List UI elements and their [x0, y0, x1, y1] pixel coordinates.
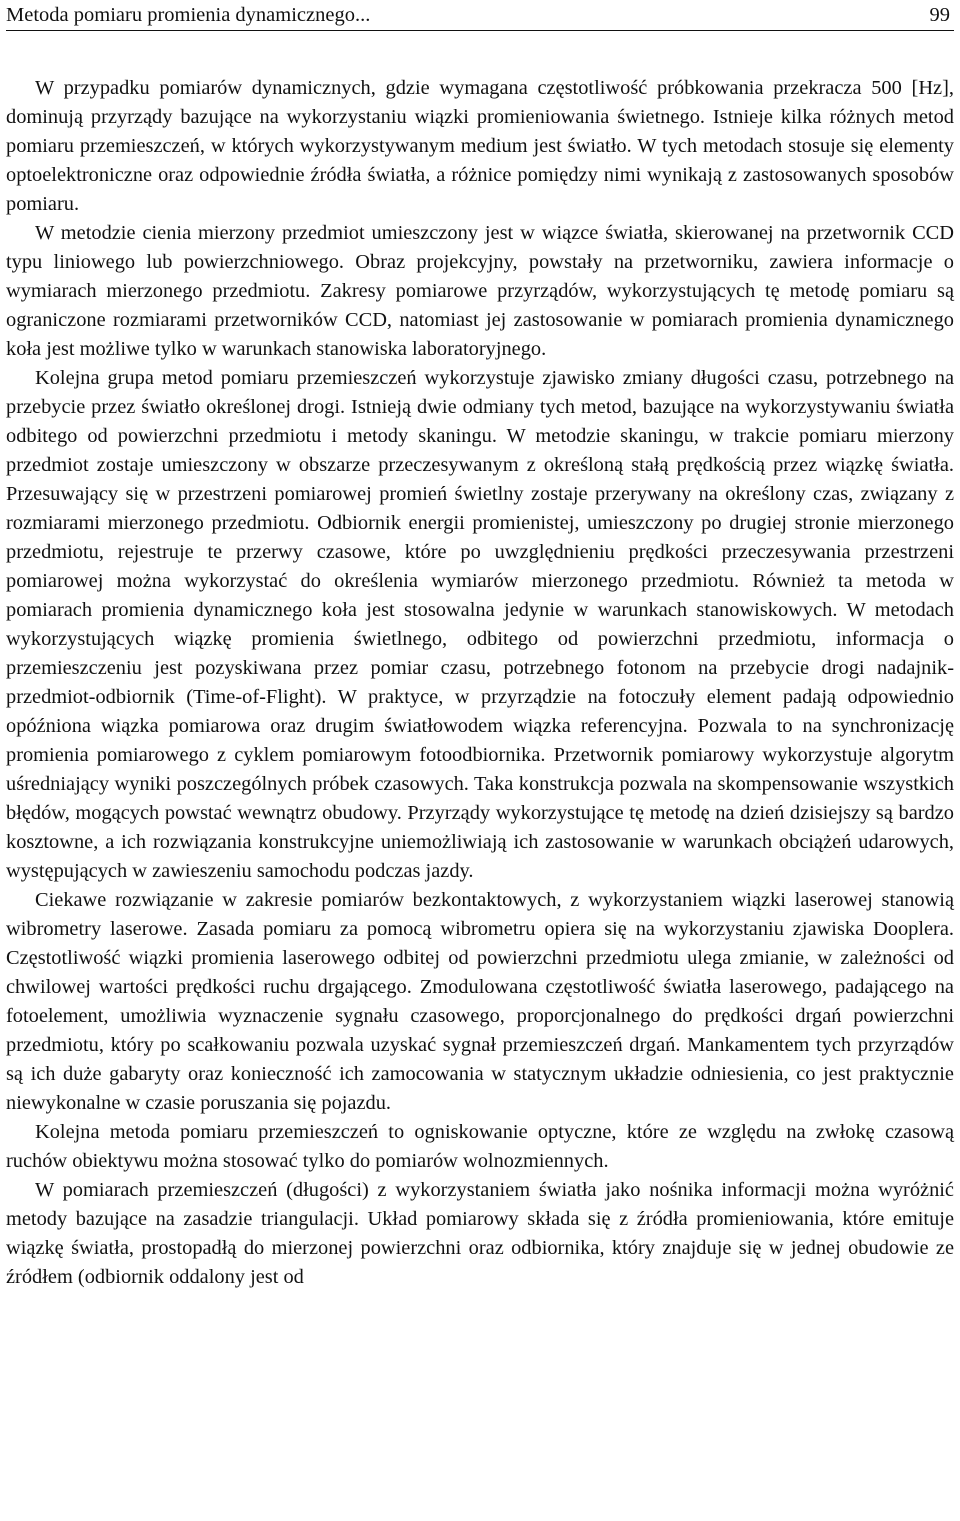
paragraph: W metodzie cienia mierzony przedmiot umieszczony jest w wiązce światła, skierowanej na przetwornik CCD typu liniowego lub powierzchniowego. Obraz projekcyjny, powstały na przetworniku, zawiera informacje o wymiarach mierzonego przedmiotu. Zakresy pomiarowe przyrządów, wykorzystujących tę metodę pomiaru są ograniczone rozmiarami przetworników CCD, natomiast jej zastosowanie w pomiarach promienia dynamicznego koła jest możliwe tylko w warunkach stanowiska laboratoryjnego.: [6, 222, 954, 360]
paragraph: W przypadku pomiarów dynamicznych, gdzie wymagana częstotliwość próbkowania przekracza 500 [Hz], dominują przyrządy bazujące na wykorzystaniu wiązki promieniowania świetnego. Istnieje kilka różnych metod pomiaru przemieszczeń, w których wykorzystywanym medium jest światło. W tych metodach stosuje się elementy optoelektroniczne oraz odpowiednie źródła światła, a różnice pomiędzy nimi wynikają z zastosowanych sposobów pomiaru.: [6, 77, 954, 215]
running-header: [6, 2, 954, 31]
paragraph: Kolejna grupa metod pomiaru przemieszczeń wykorzystuje zjawisko zmiany długości czasu, potrzebnego na przebycie przez światło określonej drogi. Istnieją dwie odmiany tych metod, bazujące na wykorzystywaniu światła odbitego od powierzchni przedmiotu i metody skaningu. W metodzie skaningu, w trakcie pomiaru mierzony przedmiot zostaje umieszczony w obszarze przeczesywanym z określoną stałą prędkością przez wiązkę światła. Przesuwający się w przestrzeni pomiarowej promień świetlny zostaje przerywany na określony czas, związany z rozmiarami mierzonego przedmiotu. Odbiornik energii promienistej, umieszczony po drugiej stronie mierzonego przedmiotu, rejestruje te przerwy czasowe, które po uwzględnieniu prędkości przeczesywania przestrzeni pomiarowej można wykorzystać do określenia wymiarów mierzonego przedmiotu. Również ta metoda w pomiarach promienia dynamicznego koła jest stosowalna jedynie w warunkach stanowiskowych. W metodach wykorzystujących wiązkę promienia świetlnego, odbitego od powierzchni przedmiotu, informacja o przemieszczeniu jest pozyskiwana przez pomiar czasu, potrzebnego fotonom na przebycie drogi nadajnik-przedmiot-odbiornik (Time-of-Flight). W praktyce, w przyrządzie na fotoczuły element padają odpowiednio opóźniona wiązka pomiarowa oraz drugim światłowodem wiązka referencyjna. Pozwala to na synchronizację promienia pomiarowego z cyklem pomiarowym fotoodbiornika. Przetwornik pomiarowy wykorzystuje algorytm uśredniający wyniki poszczególnych próbek czasowych. Taka konstrukcja pozwala na skompensowanie wszystkich błędów, mogących powstać wewnątrz obudowy. Przyrządy wykorzystujące tę metodę na dzień dzisiejszy są bardzo kosztowne, a ich rozwiązania konstrukcyjne uniemożliwiają ich zastosowanie w warunkach obciążeń udarowych, występujących w zawieszeniu samochodu podczas jazdy.: [6, 367, 954, 882]
body-text: [6, 74, 954, 1292]
paragraph: Kolejna metoda pomiaru przemieszczeń to ogniskowanie optyczne, które ze względu na zwłokę czasową ruchów obiektywu można stosować tylko do pomiarów wolnozmiennych.: [6, 1121, 954, 1172]
paragraph: W pomiarach przemieszczeń (długości) z wykorzystaniem światła jako nośnika informacji można wyróżnić metody bazujące na zasadzie triangulacji. Układ pomiarowy składa się z źródła promieniowania, które emituje wiązkę światła, prostopadłą do mierzonej powierzchni oraz odbiornika, który znajduje się w jednej obudowie ze źródłem (odbiornik oddalony jest od: [6, 1179, 954, 1288]
page-number: 99: [929, 4, 950, 26]
paragraph: Ciekawe rozwiązanie w zakresie pomiarów bezkontaktowych, z wykorzystaniem wiązki laserowej stanowią wibrometry laserowe. Zasada pomiaru za pomocą wibrometru opiera się na wykorzystaniu zjawiska Dooplera. Częstotliwość wiązki promienia laserowego odbitej od powierzchni przedmiotu ulega zmianie, w zależności od chwilowej wartości prędkości ruchu drgającego. Zmodulowana częstotliwość światła laserowego, padającego na fotoelement, umożliwia wyznaczenie sygnału czasowego, proporcjonalnego do prędkości drgań powierzchni przedmiotu, który po scałkowaniu pozwala uzyskać sygnał przemieszczeń drgań. Mankamentem tych przyrządów są ich duże gabaryty oraz konieczność ich zamocowania w statycznym układzie odniesienia, co jest praktycznie niewykonalne w czasie poruszania się pojazdu.: [6, 889, 954, 1114]
running-header-title: Metoda pomiaru promienia dynamicznego...: [6, 4, 371, 26]
